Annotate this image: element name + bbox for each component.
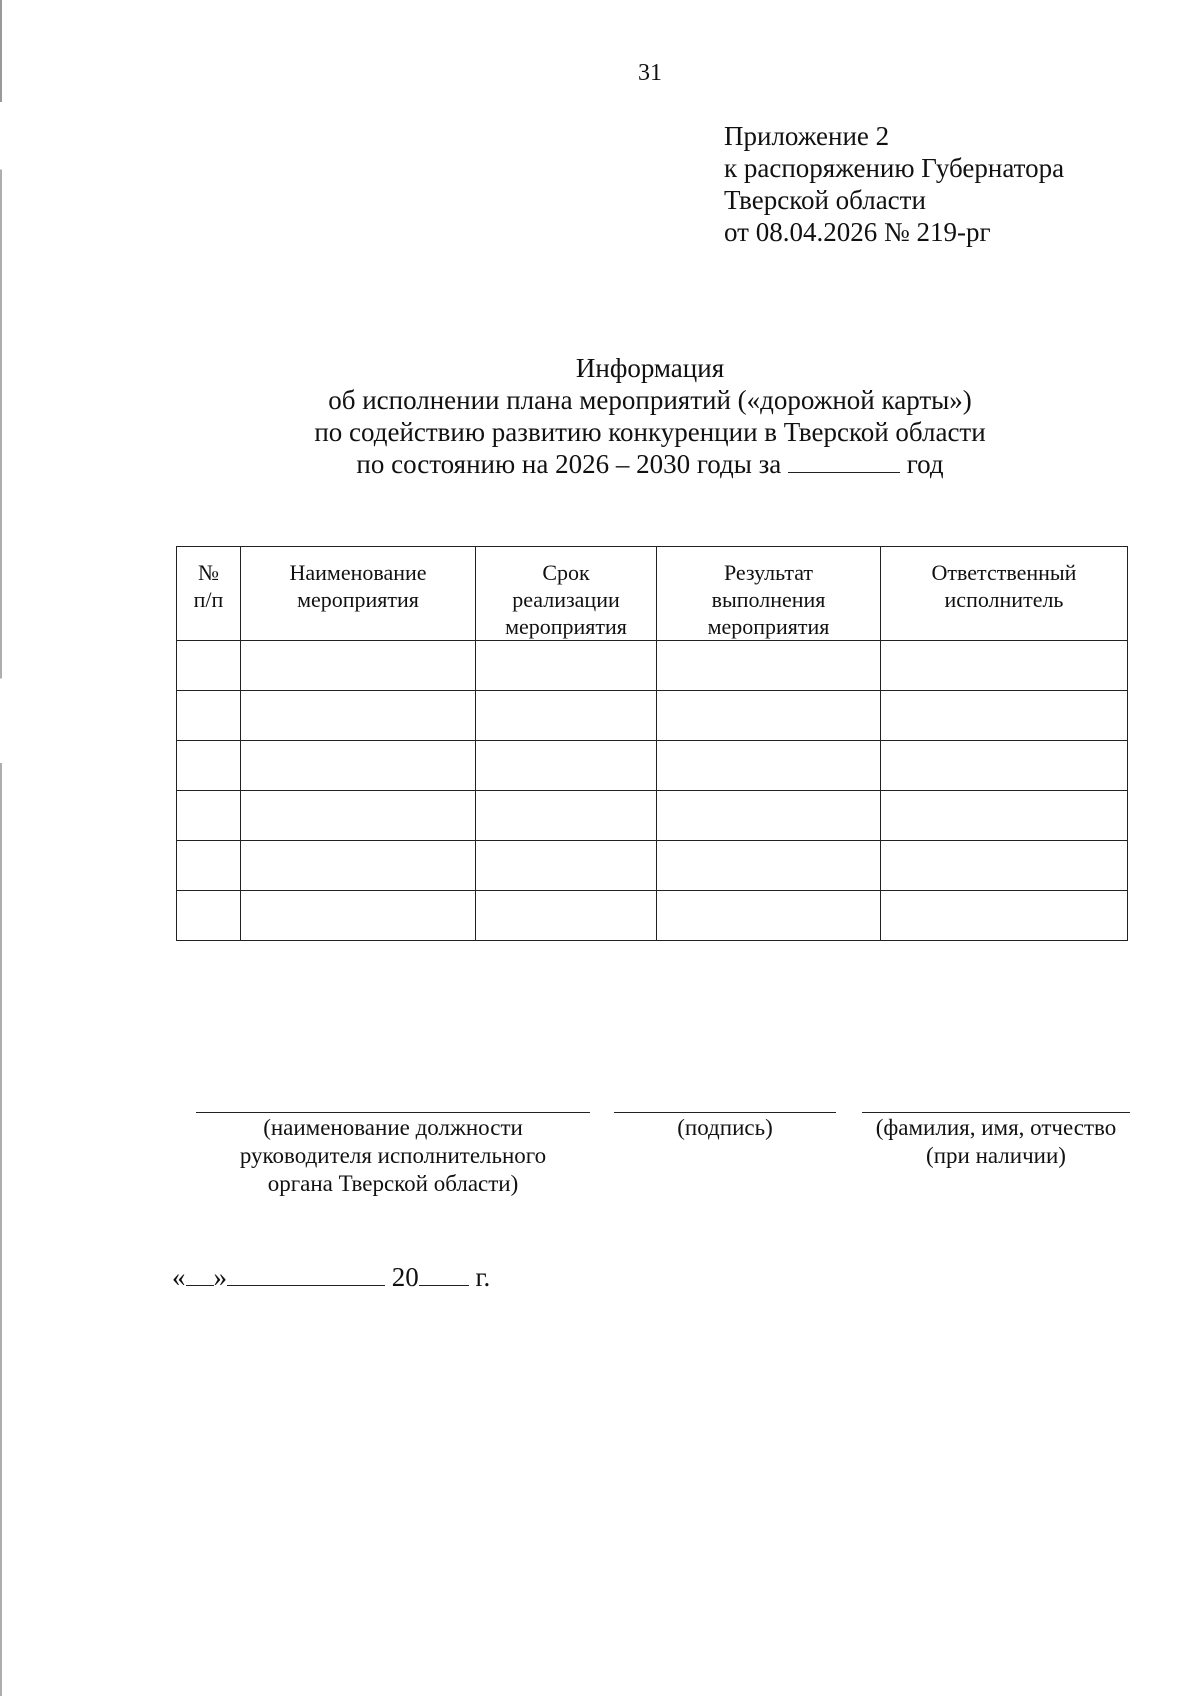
appendix-line: Тверской области	[724, 185, 926, 215]
header-event-name: Наименование мероприятия	[241, 547, 476, 641]
appendix-line: от 08.04.2026 № 219-рг	[724, 217, 991, 247]
year-blank-field[interactable]	[788, 452, 900, 473]
table-cell[interactable]	[881, 791, 1128, 841]
date-close-quote: »	[213, 1262, 227, 1292]
header-responsible: Ответственный исполнитель	[881, 547, 1128, 641]
scan-edge	[0, 0, 2, 1696]
table-cell[interactable]	[657, 791, 881, 841]
table-cell[interactable]	[881, 841, 1128, 891]
signature-line[interactable]	[614, 1112, 836, 1113]
table-cell[interactable]	[476, 891, 657, 941]
appendix-header	[724, 120, 1064, 248]
table-cell[interactable]	[476, 641, 657, 691]
position-caption: (наименование должности руководителя исполнительного органа Тверской области)	[239, 1115, 547, 1196]
table-row	[177, 841, 1128, 891]
appendix-line: Приложение 2	[724, 121, 890, 151]
month-blank-field[interactable]	[227, 1265, 385, 1286]
table-cell[interactable]	[476, 741, 657, 791]
table-cell[interactable]	[476, 691, 657, 741]
full-name-caption: (фамилия, имя, отчество (при наличии)	[875, 1115, 1117, 1168]
table-cell[interactable]	[177, 791, 241, 841]
table-cell[interactable]	[657, 841, 881, 891]
title-line: об исполнении плана мероприятий («дорожной карты»)	[328, 385, 972, 415]
table-row	[177, 691, 1128, 741]
header-number: № п/п	[177, 547, 241, 641]
table-cell[interactable]	[241, 691, 476, 741]
header-result: Результат выполнения мероприятия	[657, 547, 881, 641]
table-cell[interactable]	[177, 691, 241, 741]
page-number: 31	[638, 60, 662, 86]
table-cell[interactable]	[657, 741, 881, 791]
table-cell[interactable]	[476, 841, 657, 891]
title-line	[250, 448, 1050, 480]
table-cell[interactable]	[241, 741, 476, 791]
full-name-signature-line[interactable]	[862, 1112, 1130, 1113]
table-cell[interactable]	[241, 791, 476, 841]
title-period-prefix: по состоянию на 2026 – 2030 годы за	[356, 449, 782, 479]
report-table	[176, 546, 1128, 941]
day-blank-field[interactable]	[186, 1265, 214, 1286]
title-line: по содействию развитию конкуренции в Тверской области	[314, 417, 986, 447]
table-row	[177, 741, 1128, 791]
table-cell[interactable]	[241, 891, 476, 941]
table-cell[interactable]	[177, 741, 241, 791]
table-cell[interactable]	[177, 841, 241, 891]
signature-caption: (подпись)	[677, 1115, 773, 1140]
year-abbrev: г.	[475, 1262, 491, 1292]
table-cell[interactable]	[657, 691, 881, 741]
table-row	[177, 891, 1128, 941]
table-row	[177, 641, 1128, 691]
year-suffix-blank-field[interactable]	[419, 1265, 469, 1286]
year-prefix: 20	[391, 1262, 419, 1292]
table-cell[interactable]	[657, 641, 881, 691]
table-cell[interactable]	[657, 891, 881, 941]
table-cell[interactable]	[881, 641, 1128, 691]
date-open-quote: «	[172, 1262, 186, 1292]
table-cell[interactable]	[241, 841, 476, 891]
position-signature-line[interactable]	[196, 1112, 590, 1113]
date-field	[172, 1262, 490, 1293]
document-title	[250, 352, 1050, 480]
header-deadline: Срок реализации мероприятия	[476, 547, 657, 641]
table-cell[interactable]	[241, 641, 476, 691]
appendix-line: к распоряжению Губернатора	[724, 153, 1065, 183]
table-cell[interactable]	[881, 691, 1128, 741]
table-cell[interactable]	[881, 891, 1128, 941]
title-line: Информация	[575, 353, 725, 383]
table-cell[interactable]	[177, 891, 241, 941]
table-cell[interactable]	[476, 791, 657, 841]
title-period-suffix: год	[906, 449, 944, 479]
table-cell[interactable]	[177, 641, 241, 691]
table-row	[177, 791, 1128, 841]
table-header-row	[177, 547, 1128, 641]
table-cell[interactable]	[881, 741, 1128, 791]
